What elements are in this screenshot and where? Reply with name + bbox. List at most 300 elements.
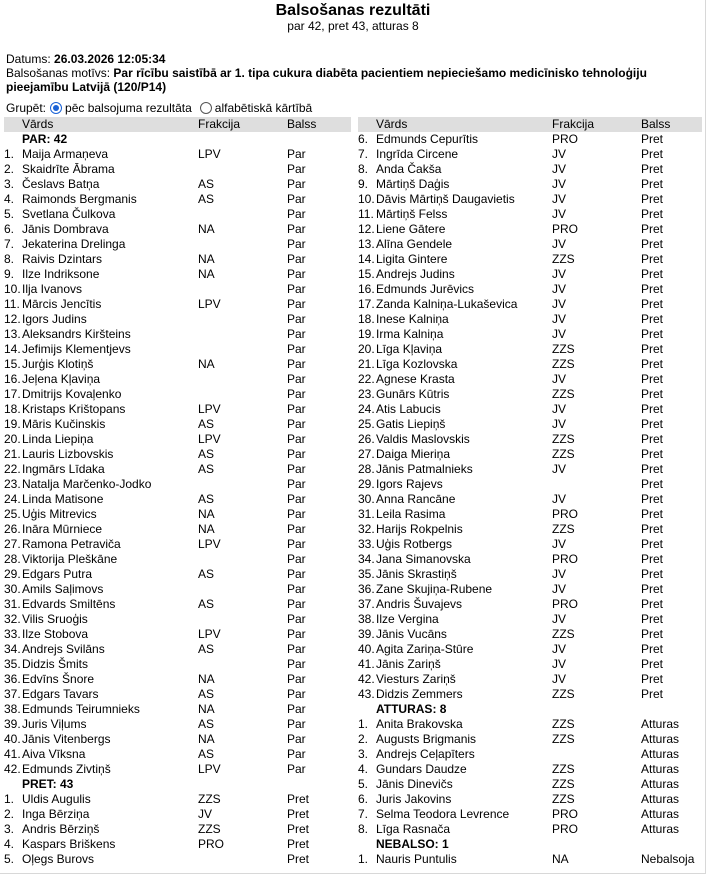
table-row (358, 657, 702, 672)
table-row (358, 177, 702, 192)
member-fraction: AS (198, 462, 215, 476)
table-row (4, 462, 351, 477)
member-fraction: LPV (198, 402, 221, 416)
member-vote: Par (287, 597, 306, 611)
table-row (358, 357, 702, 372)
member-name: Edmunds Zivtiņš (22, 762, 111, 776)
row-number: 1. (358, 852, 369, 866)
member-vote: Par (287, 327, 306, 341)
member-fraction: NA (198, 267, 215, 281)
table-row (358, 132, 702, 147)
member-name: Edmunds Jurēvics (376, 282, 475, 296)
member-vote: Pret (641, 462, 664, 476)
member-fraction: LPV (198, 297, 221, 311)
table-row (4, 252, 351, 267)
motive-label: Balsošanas motīvs: (6, 66, 111, 80)
member-fraction: ZZS (552, 357, 575, 371)
table-row (4, 162, 351, 177)
table-row (358, 852, 702, 867)
member-vote: Pret (641, 282, 664, 296)
row-number: 5. (358, 777, 369, 791)
member-name: Jeļena Kļaviņa (22, 372, 101, 386)
member-vote: Par (287, 762, 306, 776)
row-number: 36. (358, 582, 375, 596)
member-fraction: NA (198, 357, 215, 371)
row-number: 14. (358, 252, 375, 266)
table-header (4, 117, 351, 132)
member-name: Jānis Dombrava (22, 222, 109, 236)
member-vote: Pret (641, 192, 664, 206)
row-number: 43. (358, 687, 375, 701)
table-row (358, 612, 702, 627)
table-row (358, 672, 702, 687)
member-fraction: NA (198, 507, 215, 521)
row-number: 17. (4, 387, 21, 401)
row-number: 3. (4, 177, 15, 191)
row-number: 14. (4, 342, 21, 356)
table-row (358, 387, 702, 402)
row-number: 29. (358, 477, 375, 491)
member-fraction: JV (552, 207, 567, 221)
member-name: Jānis Patmalnieks (376, 462, 473, 476)
table-row (358, 567, 702, 582)
member-vote: Pret (287, 822, 310, 836)
member-fraction: JV (552, 372, 567, 386)
member-name: Raimonds Bergmanis (22, 192, 137, 206)
row-number: 41. (4, 747, 21, 761)
member-name: Jurģis Klotiņš (22, 357, 94, 371)
row-number: 36. (4, 672, 21, 686)
member-vote: Pret (287, 852, 310, 866)
row-number: 42. (358, 672, 375, 686)
member-vote: Par (287, 177, 306, 191)
member-name: Česlavs Batņa (22, 177, 100, 191)
member-fraction: LPV (198, 627, 221, 641)
member-vote: Atturas (641, 822, 680, 836)
member-fraction: JV (552, 642, 567, 656)
member-vote: Pret (641, 237, 664, 251)
row-number: 4. (4, 837, 15, 851)
member-vote: Par (287, 537, 306, 551)
member-fraction: JV (552, 192, 567, 206)
member-fraction: ZZS (552, 522, 575, 536)
member-vote: Pret (641, 672, 664, 686)
table-row (358, 462, 702, 477)
header-vote: Balss (287, 117, 317, 131)
member-fraction: LPV (198, 762, 221, 776)
row-number: 10. (4, 282, 21, 296)
member-fraction: PRO (552, 507, 579, 521)
member-vote: Par (287, 462, 306, 476)
table-row (4, 387, 351, 402)
row-number: 4. (358, 762, 369, 776)
row-number: 7. (4, 237, 15, 251)
member-vote: Par (287, 207, 306, 221)
member-fraction: PRO (552, 132, 579, 146)
radio-by-result-label[interactable]: pēc balsojuma rezultāta (65, 101, 192, 115)
member-name: Viesturs Zariņš (376, 672, 456, 686)
table-row (358, 192, 702, 207)
table-row (358, 402, 702, 417)
table-row (4, 312, 351, 327)
member-name: Leila Rasima (376, 507, 446, 521)
member-fraction: JV (552, 147, 567, 161)
row-number: 9. (358, 177, 369, 191)
member-name: Kristaps Krištopans (22, 402, 126, 416)
table-row (358, 732, 702, 747)
member-name: Gatis Liepiņš (376, 417, 446, 431)
member-name: Linda Matisone (22, 492, 104, 506)
group-header (4, 132, 351, 147)
member-fraction: JV (552, 537, 567, 551)
member-fraction: ZZS (552, 252, 575, 266)
member-name: Jekaterina Drelinga (22, 237, 126, 251)
row-number: 2. (4, 162, 15, 176)
member-fraction: JV (552, 297, 567, 311)
row-number: 5. (4, 207, 15, 221)
member-name: Ligita Gintere (376, 252, 448, 266)
table-row (358, 537, 702, 552)
row-number: 18. (4, 402, 21, 416)
member-name: Valdis Maslovskis (376, 432, 470, 446)
member-vote: Pret (641, 492, 664, 506)
member-name: Atis Labucis (376, 402, 441, 416)
member-fraction: JV (552, 312, 567, 326)
member-vote: Pret (641, 387, 664, 401)
row-number: 19. (4, 417, 21, 431)
member-name: Andrejs Svilāns (22, 642, 105, 656)
member-vote: Par (287, 447, 306, 461)
table-row (358, 207, 702, 222)
member-name: Gundars Daudze (376, 762, 467, 776)
row-number: 13. (4, 327, 21, 341)
member-fraction: ZZS (552, 432, 575, 446)
row-number: 25. (358, 417, 375, 431)
member-fraction: JV (552, 567, 567, 581)
table-row (358, 777, 702, 792)
row-number: 32. (358, 522, 375, 536)
member-fraction: JV (552, 282, 567, 296)
member-name: Māris Kučinskis (22, 417, 106, 431)
member-name: Uģis Mitrevics (22, 507, 97, 521)
member-vote: Pret (641, 477, 664, 491)
member-vote: Par (287, 147, 306, 161)
row-number: 9. (4, 267, 15, 281)
member-vote: Par (287, 717, 306, 731)
member-vote: Par (287, 732, 306, 746)
member-fraction: AS (198, 597, 215, 611)
member-fraction: NA (198, 222, 215, 236)
row-number: 27. (358, 447, 375, 461)
row-number: 7. (358, 147, 369, 161)
row-number: 26. (4, 522, 21, 536)
member-vote: Pret (641, 312, 664, 326)
row-number: 1. (358, 717, 369, 731)
member-vote: Pret (641, 657, 664, 671)
page-title: Balsošanas rezultāti (275, 2, 431, 19)
member-name: Edmunds Teirumnieks (22, 702, 140, 716)
member-vote: Pret (641, 597, 664, 611)
member-vote: Pret (641, 222, 664, 236)
row-number: 12. (4, 312, 21, 326)
table-row (4, 672, 351, 687)
row-number: 13. (358, 237, 375, 251)
row-number: 22. (4, 462, 21, 476)
member-name: Ramona Petraviča (22, 537, 121, 551)
member-fraction: PRO (552, 222, 579, 236)
member-vote: Pret (287, 837, 310, 851)
member-name: Jānis Vucāns (376, 627, 447, 641)
member-name: Uldis Augulis (22, 792, 91, 806)
member-vote: Par (287, 552, 306, 566)
member-vote: Par (287, 747, 306, 761)
row-number: 25. (4, 507, 21, 521)
table-row (4, 477, 351, 492)
table-row (4, 342, 351, 357)
table-row (358, 417, 702, 432)
table-row (4, 687, 351, 702)
member-name: Harijs Rokpelnis (376, 522, 463, 536)
member-name: Anita Brakovska (376, 717, 463, 731)
group-by-label: Grupēt: (6, 101, 47, 115)
row-number: 12. (358, 222, 375, 236)
member-vote: Par (287, 492, 306, 506)
table-row (358, 492, 702, 507)
table-row (4, 372, 351, 387)
member-fraction: ZZS (552, 762, 575, 776)
member-vote: Atturas (641, 747, 680, 761)
table-row (4, 357, 351, 372)
header-name: Vārds (22, 117, 54, 131)
member-name: Jānis Vitenbergs (22, 732, 111, 746)
row-number: 15. (4, 357, 21, 371)
member-vote: Nebalsoja (641, 852, 695, 866)
row-number: 6. (4, 222, 15, 236)
member-vote: Par (287, 192, 306, 206)
member-vote: Par (287, 297, 306, 311)
row-number: 8. (4, 252, 15, 266)
member-vote: Atturas (641, 777, 680, 791)
row-number: 42. (4, 762, 21, 776)
row-number: 40. (4, 732, 21, 746)
table-row (4, 537, 351, 552)
member-name: Dāvis Mārtiņš Daugavietis (376, 192, 515, 206)
member-fraction: AS (198, 492, 215, 506)
member-name: Aleksandrs Kiršteins (22, 327, 131, 341)
member-vote: Pret (641, 372, 664, 386)
member-vote: Pret (641, 252, 664, 266)
member-name: Zanda Kalniņa-Lukaševica (376, 297, 518, 311)
member-vote: Par (287, 267, 306, 281)
member-name: Jana Simanovska (376, 552, 471, 566)
row-number: 11. (4, 297, 20, 311)
member-vote: Par (287, 357, 306, 371)
member-vote: Pret (641, 432, 664, 446)
row-number: 19. (358, 327, 375, 341)
member-fraction: NA (198, 672, 215, 686)
row-number: 30. (358, 492, 375, 506)
row-number: 34. (358, 552, 375, 566)
table-row (4, 627, 351, 642)
date-line (6, 52, 706, 66)
member-fraction: AS (198, 747, 215, 761)
member-name: Viktorija Pleškāne (22, 552, 118, 566)
member-fraction: AS (198, 177, 215, 191)
table-row (358, 792, 702, 807)
row-number: 31. (4, 597, 21, 611)
member-vote: Atturas (641, 792, 680, 806)
table-row (4, 822, 351, 837)
member-fraction: ZZS (552, 342, 575, 356)
member-vote: Par (287, 237, 306, 251)
member-name: Natalja Marčenko-Jodko (22, 477, 152, 491)
member-fraction: NA (198, 732, 215, 746)
member-fraction: JV (552, 657, 567, 671)
member-vote: Pret (641, 402, 664, 416)
row-number: 23. (358, 387, 375, 401)
motive-line (6, 66, 706, 94)
member-fraction: ZZS (552, 717, 575, 731)
table-row (4, 282, 351, 297)
row-number: 20. (4, 432, 21, 446)
table-row (358, 582, 702, 597)
member-vote: Atturas (641, 807, 680, 821)
row-number: 16. (358, 282, 375, 296)
member-name: Edgars Tavars (22, 687, 99, 701)
member-vote: Par (287, 417, 306, 431)
row-number: 21. (358, 357, 375, 371)
member-vote: Pret (641, 342, 664, 356)
member-name: Agnese Krasta (376, 372, 455, 386)
member-name: Ilze Stobova (22, 627, 89, 641)
member-name: Didzis Šmits (22, 657, 89, 671)
row-number: 18. (358, 312, 375, 326)
member-fraction: PRO (552, 822, 579, 836)
member-fraction: NA (552, 852, 569, 866)
table-row (358, 507, 702, 522)
table-row (358, 267, 702, 282)
table-row (4, 642, 351, 657)
member-name: Gunārs Kūtris (376, 387, 450, 401)
member-name: Inga Bērziņa (22, 807, 90, 821)
table-row (4, 837, 351, 852)
table-row (358, 252, 702, 267)
member-name: Andrejs Judins (376, 267, 455, 281)
radio-by-result[interactable] (50, 102, 62, 114)
row-number: 33. (4, 627, 21, 641)
table-row (4, 432, 351, 447)
member-vote: Pret (287, 792, 310, 806)
member-name: Lauris Lizbovskis (22, 447, 114, 461)
member-name: Mārtiņš Felss (376, 207, 448, 221)
row-number: 10. (358, 192, 375, 206)
member-name: Uģis Rotbergs (376, 537, 453, 551)
row-number: 1. (4, 792, 15, 806)
header-fraction: Frakcija (552, 117, 595, 131)
table-row (4, 417, 351, 432)
table-row (4, 747, 351, 762)
table-row (358, 597, 702, 612)
table-row (4, 597, 351, 612)
member-fraction: AS (198, 687, 215, 701)
member-name: Ingrīda Circene (376, 147, 459, 161)
radio-alphabetical[interactable] (200, 102, 212, 114)
member-vote: Par (287, 402, 306, 416)
table-row (358, 432, 702, 447)
header-vote: Balss (641, 117, 671, 131)
member-fraction: JV (552, 492, 567, 506)
row-number: 5. (4, 852, 15, 866)
member-vote: Par (287, 342, 306, 356)
member-name: Daiga Mieriņa (376, 447, 451, 461)
row-number: 28. (4, 552, 21, 566)
member-vote: Pret (641, 417, 664, 431)
row-number: 21. (4, 447, 21, 461)
row-number: 2. (4, 807, 15, 821)
member-vote: Pret (641, 552, 664, 566)
member-name: Raivis Dzintars (22, 252, 103, 266)
member-vote: Pret (641, 357, 664, 371)
member-vote: Pret (641, 132, 664, 146)
member-vote: Pret (287, 807, 310, 821)
member-fraction: NA (198, 702, 215, 716)
table-row (4, 192, 351, 207)
member-name: Vilis Sruoģis (22, 612, 88, 626)
row-number: 16. (4, 372, 21, 386)
row-number: 1. (4, 147, 15, 161)
table-row (358, 147, 702, 162)
group-header-label: PAR: 42 (22, 132, 68, 146)
member-name: Edgars Putra (22, 567, 93, 581)
member-vote: Par (287, 252, 306, 266)
table-row (4, 507, 351, 522)
page-border-right (705, 0, 706, 873)
row-number: 35. (358, 567, 375, 581)
row-number: 3. (4, 822, 15, 836)
table-row (358, 522, 702, 537)
member-vote: Pret (641, 567, 664, 581)
group-header-label: ATTURAS: 8 (376, 702, 447, 716)
member-name: Juris Viļums (22, 717, 87, 731)
member-vote: Par (287, 162, 306, 176)
table-row (4, 207, 351, 222)
vote-summary: par 42, pret 43, atturas 8 (287, 19, 419, 33)
member-fraction: ZZS (552, 627, 575, 641)
row-number: 35. (4, 657, 21, 671)
member-fraction: ZZS (552, 777, 575, 791)
table-row (4, 657, 351, 672)
member-fraction: JV (552, 582, 567, 596)
date-value: 26.03.2026 12:05:34 (54, 52, 166, 66)
radio-alphabetical-label[interactable]: alfabētiskā kārtībā (214, 101, 313, 115)
member-name: Andris Bērziņš (22, 822, 100, 836)
table-row (4, 852, 351, 867)
table-row (4, 717, 351, 732)
member-vote: Pret (641, 522, 664, 536)
member-name: Oļegs Burovs (22, 852, 95, 866)
member-name: Alīna Gendele (376, 237, 453, 251)
member-fraction: JV (552, 162, 567, 176)
row-number: 37. (358, 597, 375, 611)
member-fraction: JV (552, 672, 567, 686)
member-fraction: JV (552, 462, 567, 476)
row-number: 22. (358, 372, 375, 386)
motive-value: Par rīcību saistībā ar 1. tipa cukura diabēta pacientiem nepieciešamo medicīnisko tehnoloģiju pieejamību Latvijā (120/P14) (6, 66, 647, 94)
table-row (4, 732, 351, 747)
table-row (358, 687, 702, 702)
member-vote: Pret (641, 642, 664, 656)
member-name: Linda Liepiņa (22, 432, 94, 446)
